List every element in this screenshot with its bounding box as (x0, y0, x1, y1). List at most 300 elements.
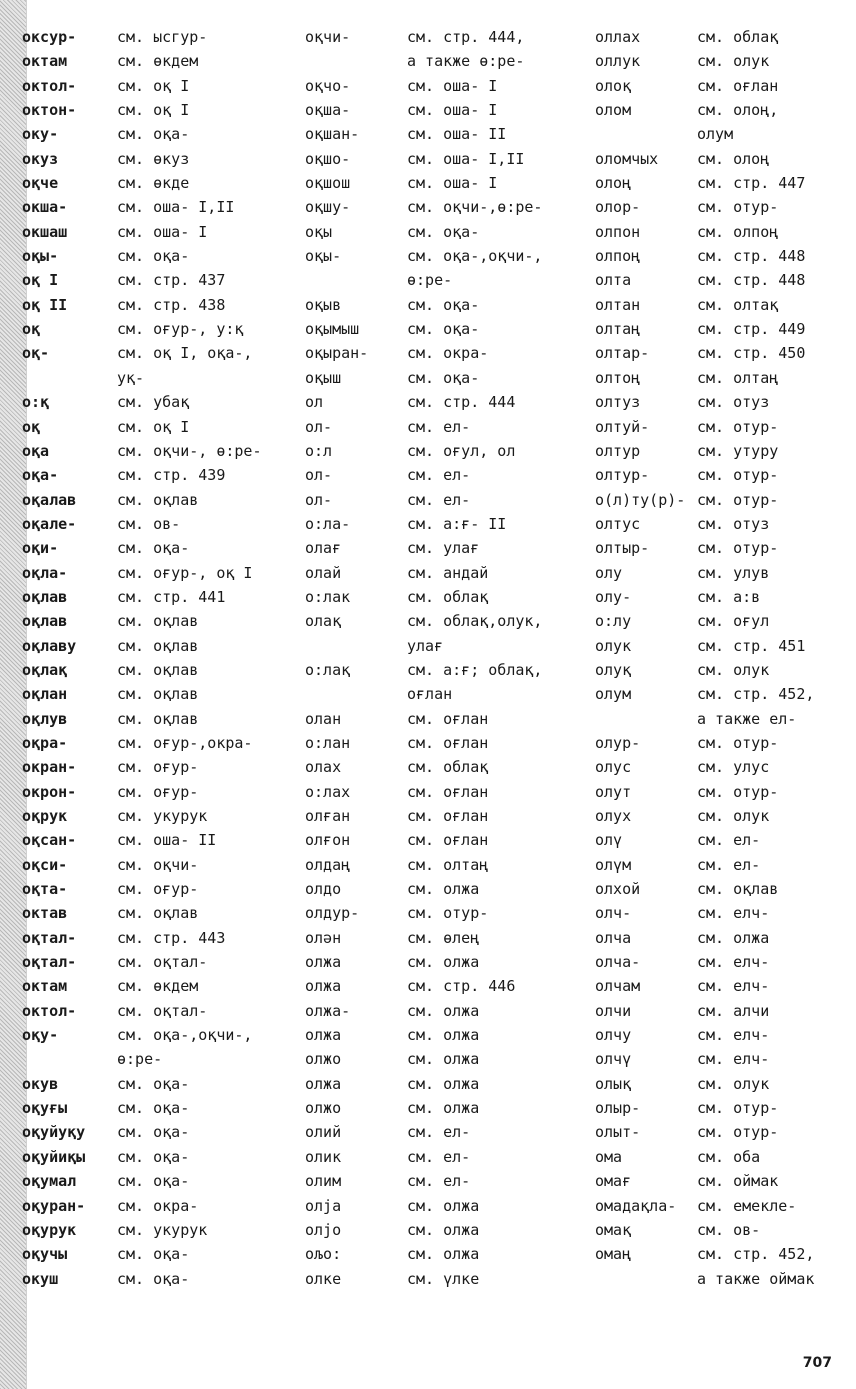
headword: олим (305, 1172, 342, 1191)
headword: олыр- (595, 1099, 641, 1118)
headword: олғон (305, 831, 351, 850)
cross-reference: см. стр. 444 (407, 393, 516, 412)
cross-reference: см. оқ I (117, 417, 190, 436)
headword: олдур- (305, 904, 360, 923)
cross-reference: см. ел- (407, 417, 471, 436)
headword (595, 1267, 697, 1291)
dictionary-entry (22, 1023, 302, 1047)
cross-reference: см. ел- (697, 831, 761, 850)
headword: оқуран- (22, 1196, 86, 1215)
dictionary-entry (305, 1096, 590, 1120)
headword: олай (305, 563, 342, 582)
headword: ољо: (305, 1245, 342, 1264)
headword: октол- (22, 1001, 77, 1020)
headword: олтур- (595, 466, 650, 485)
cross-reference: см. олжа (407, 1245, 480, 1264)
cross-reference: см. оқа- (117, 1099, 190, 1118)
dictionary-entry (305, 999, 590, 1023)
dictionary-entry (305, 1169, 590, 1193)
headword: ол (305, 393, 324, 412)
cross-reference: см. оғлан (407, 709, 489, 728)
dictionary-entry (22, 488, 302, 512)
dictionary-entry (22, 366, 302, 390)
cross-reference: см. олжа (407, 1001, 480, 1020)
dictionary-entry (595, 828, 850, 852)
headword (305, 268, 407, 292)
cross-reference: см. отур- (697, 539, 779, 558)
dictionary-entry (305, 755, 590, 779)
cross-reference: см. стр. 448 (697, 247, 806, 266)
headword: оқлув (22, 709, 68, 728)
headword: оллук (595, 52, 641, 71)
dictionary-entry (22, 707, 302, 731)
dictionary-entry (22, 755, 302, 779)
dictionary-entry (305, 1047, 590, 1071)
dictionary-entry (22, 950, 302, 974)
headword: олтаң (595, 320, 641, 339)
dictionary-entry (22, 1096, 302, 1120)
dictionary-entry (305, 341, 590, 365)
cross-reference: см. облақ (407, 758, 489, 777)
dictionary-entry (22, 1047, 302, 1071)
page-number: 707 (802, 1355, 832, 1371)
cross-reference: см. оғур-, оқ I (117, 563, 253, 582)
cross-reference: см. стр. 448 (697, 271, 806, 290)
dictionary-entry (305, 877, 590, 901)
dictionary-entry (305, 1023, 590, 1047)
cross-reference: см. өлең (407, 928, 480, 947)
headword: окшаш (22, 222, 68, 241)
cross-reference: см. отур- (697, 466, 779, 485)
cross-reference: см. оқа-,оқчи-, (407, 247, 543, 266)
cross-reference: см. оқлав (697, 880, 779, 899)
dictionary-entry (595, 317, 850, 341)
dictionary-entry (595, 512, 850, 536)
headword: олағ (305, 539, 342, 558)
headword: омаң (595, 1245, 632, 1264)
dictionary-entry (305, 682, 590, 706)
headword: олтан (595, 295, 641, 314)
dictionary-entry (305, 634, 590, 658)
headword: олтуй- (595, 417, 650, 436)
dictionary-entry (22, 317, 302, 341)
dictionary-column-1 (22, 25, 302, 1291)
cross-reference: см. стр. 443 (117, 928, 226, 947)
dictionary-entry (305, 147, 590, 171)
cross-reference: см. укурук (117, 1220, 208, 1239)
cross-reference: см. отур- (697, 417, 779, 436)
cross-reference: см. оша- I (407, 174, 498, 193)
headword: октон- (22, 101, 77, 120)
headword: олан (305, 709, 342, 728)
dictionary-entry (22, 853, 302, 877)
headword: оқчо- (305, 76, 351, 95)
cross-reference: см. оша- I,II (407, 149, 525, 168)
dictionary-entry (22, 171, 302, 195)
dictionary-entry (595, 488, 850, 512)
cross-reference: см. ел- (407, 1147, 471, 1166)
cross-reference: см. отур- (697, 782, 779, 801)
headword: олу- (595, 587, 632, 606)
dictionary-entry (22, 1145, 302, 1169)
dictionary-entry (22, 780, 302, 804)
cross-reference: см. облақ,олук, (407, 612, 543, 631)
dictionary-entry (305, 926, 590, 950)
cross-reference: см. олжа (407, 1050, 480, 1069)
cross-reference: см. стр. 438 (117, 295, 226, 314)
headword: оқуйиқы (22, 1147, 86, 1166)
cross-reference: см. стр. 437 (117, 271, 226, 290)
cross-reference: см. оқлав (117, 685, 199, 704)
cross-reference: см. оғур- (117, 880, 199, 899)
headword: окрон- (22, 782, 77, 801)
cross-reference: см. стр. 446 (407, 977, 516, 996)
cross-reference: см. оқчи-, ө:ре- (117, 441, 262, 460)
cross-reference: см. оғур- (117, 782, 199, 801)
headword: олған (305, 807, 351, 825)
dictionary-entry (595, 707, 850, 731)
dictionary-entry (595, 1194, 850, 1218)
headword: олжа (305, 1074, 342, 1093)
dictionary-entry (595, 49, 850, 73)
headword (305, 634, 407, 658)
dictionary-entry (22, 561, 302, 585)
dictionary-entry (595, 1218, 850, 1242)
cross-reference: см. елч- (697, 904, 770, 923)
headword: олус (595, 758, 632, 777)
headword: оқымыш (305, 320, 360, 339)
headword: оқтал- (22, 928, 77, 947)
cross-reference: см. стр. 441 (117, 587, 226, 606)
dictionary-entry (22, 1072, 302, 1096)
headword: олом (595, 101, 632, 120)
dictionary-entry (595, 171, 850, 195)
cross-reference: см. стр. 450 (697, 344, 806, 363)
headword: оқша- (305, 101, 351, 120)
cross-reference: см. олжа (407, 880, 480, 899)
cross-reference: см. отур- (697, 733, 779, 752)
cross-reference: см. окра- (407, 344, 489, 363)
dictionary-entry (595, 244, 850, 268)
headword: олур- (595, 733, 641, 752)
headword: олчу (595, 1026, 632, 1045)
dictionary-entry (595, 268, 850, 292)
cross-reference: см. елч- (697, 1026, 770, 1045)
headword: оқта- (22, 880, 68, 899)
cross-reference: см. елч- (697, 953, 770, 972)
dictionary-entry (22, 634, 302, 658)
dictionary-entry (595, 1145, 850, 1169)
dictionary-entry (305, 1145, 590, 1169)
headword: оқа- (22, 466, 59, 485)
cross-reference: ө:ре- (117, 1050, 163, 1069)
cross-reference: см. отур- (407, 904, 489, 923)
dictionary-entry (305, 561, 590, 585)
dictionary-entry (22, 926, 302, 950)
dictionary-column-3 (595, 25, 850, 1291)
dictionary-entry (305, 317, 590, 341)
dictionary-entry (305, 804, 590, 828)
headword: оқсан- (22, 831, 77, 850)
cross-reference: см. оқлав (117, 709, 199, 728)
headword: оқа (22, 441, 50, 460)
headword: о:қ (22, 393, 50, 412)
cross-reference: см. олжа (407, 953, 480, 972)
headword: олор- (595, 198, 641, 217)
cross-reference: см. оша- II (407, 125, 507, 144)
headword: олик (305, 1147, 342, 1166)
dictionary-entry (595, 195, 850, 219)
dictionary-entry (22, 1267, 302, 1291)
headword: олуқ (595, 660, 632, 679)
cross-reference: см. оғлан (407, 831, 489, 850)
headword: о:ла- (305, 514, 351, 533)
dictionary-entry (22, 682, 302, 706)
cross-reference: см. оқа- (407, 295, 480, 314)
cross-reference: см. оймак (697, 1172, 779, 1191)
dictionary-entry (595, 74, 850, 98)
cross-reference: олум (697, 125, 734, 144)
dictionary-entry (305, 1194, 590, 1218)
cross-reference: см. оқа- (117, 1172, 190, 1191)
cross-reference: см. а:ғ- II (407, 514, 507, 533)
dictionary-entry (595, 731, 850, 755)
cross-reference: см. оғур-, у:қ (117, 320, 244, 339)
cross-reference: см. убақ (117, 393, 190, 412)
headword: олух (595, 807, 632, 825)
headword: окуз (22, 149, 59, 168)
headword: оқыш (305, 368, 342, 387)
headword (595, 122, 697, 146)
cross-reference: см. оғур- (117, 758, 199, 777)
headword: олу (595, 563, 623, 582)
dictionary-entry (595, 585, 850, 609)
dictionary-entry (22, 731, 302, 755)
headword: оқшо- (305, 149, 351, 168)
headword: оқи- (22, 539, 59, 558)
dictionary-entry (595, 1242, 850, 1266)
cross-reference: см. олпоң (697, 222, 779, 241)
cross-reference: см. отур- (697, 490, 779, 509)
cross-reference: см. өкдем (117, 977, 199, 996)
headword: олжа (305, 977, 342, 996)
headword: ол- (305, 417, 333, 436)
dictionary-entry (595, 366, 850, 390)
dictionary-entry (305, 195, 590, 219)
dictionary-entry (305, 98, 590, 122)
cross-reference: см. оқа- (117, 1147, 190, 1166)
headword: олжо (305, 1050, 342, 1069)
headword: окран- (22, 758, 77, 777)
cross-reference: см. оғлан (697, 76, 779, 95)
headword: омақ (595, 1220, 632, 1239)
headword: олүм (595, 855, 632, 874)
headword: октол- (22, 76, 77, 95)
cross-reference: а также ө:ре- (407, 52, 525, 71)
cross-reference: см. олук (697, 660, 770, 679)
cross-reference: см. оқа- (117, 1074, 190, 1093)
dictionary-entry (305, 707, 590, 731)
cross-reference: см. оша- I,II (117, 198, 235, 217)
headword: оқ (22, 320, 41, 339)
dictionary-entry (595, 609, 850, 633)
headword: октам (22, 977, 68, 996)
cross-reference: см. ов- (697, 1220, 761, 1239)
dictionary-entry (22, 268, 302, 292)
dictionary-entry (22, 609, 302, 633)
cross-reference: см. отур- (697, 1099, 779, 1118)
dictionary-entry (305, 901, 590, 925)
headword: олчам (595, 977, 641, 996)
headword: олжа- (305, 1001, 351, 1020)
cross-reference: см. олтаң (407, 855, 489, 874)
dictionary-entry (22, 828, 302, 852)
cross-reference: а также оймак (697, 1269, 815, 1288)
cross-reference: см. олжа (407, 1099, 480, 1118)
headword: о:л (305, 441, 333, 460)
dictionary-entry (305, 1072, 590, 1096)
cross-reference: см. оқчи- (117, 855, 199, 874)
headword: олдаң (305, 855, 351, 874)
headword: оқлақ (22, 660, 68, 679)
cross-reference: см. олтақ (697, 295, 779, 314)
headword: оқ II (22, 295, 68, 314)
headword: оқалав (22, 490, 77, 509)
dictionary-entry (305, 49, 590, 73)
dictionary-entry (22, 195, 302, 219)
cross-reference: см. улув (697, 563, 770, 582)
cross-reference: см. отуз (697, 393, 770, 412)
headword: олтуз (595, 393, 641, 412)
dictionary-entry (595, 147, 850, 171)
dictionary-entry (595, 1072, 850, 1096)
headword: оқурук (22, 1220, 77, 1239)
dictionary-entry (22, 293, 302, 317)
cross-reference: см. оқа- (117, 1269, 190, 1288)
cross-reference: см. олжа (407, 1220, 480, 1239)
cross-reference: см. оғлан (407, 733, 489, 752)
cross-reference: см. стр. 452, (697, 685, 815, 704)
headword: олум (595, 685, 632, 704)
headword: ол- (305, 490, 333, 509)
cross-reference: см. олук (697, 52, 770, 71)
dictionary-entry (595, 536, 850, 560)
dictionary-entry (595, 634, 850, 658)
dictionary-entry (305, 244, 590, 268)
cross-reference: см. оғлан (407, 807, 489, 825)
dictionary-entry (595, 293, 850, 317)
cross-reference: см. стр. 439 (117, 466, 226, 485)
headword: оллах (595, 28, 641, 46)
dictionary-entry (305, 536, 590, 560)
cross-reference: см. улағ (407, 539, 480, 558)
cross-reference: см. оқа- (117, 247, 190, 266)
headword: оқшу- (305, 198, 351, 217)
cross-reference: см. елч- (697, 1050, 770, 1069)
headword: октав (22, 904, 68, 923)
headword: олја (305, 1196, 342, 1215)
headword (305, 682, 407, 706)
cross-reference: см. үлке (407, 1269, 480, 1288)
dictionary-entry (305, 293, 590, 317)
headword: оқ I (22, 271, 59, 290)
cross-reference: см. оқчи-,ө:ре- (407, 198, 543, 217)
dictionary-entry (595, 1169, 850, 1193)
cross-reference: см. оқа- (407, 320, 480, 339)
cross-reference: см. оқа- (407, 368, 480, 387)
cross-reference: см. оқ I, оқа-, (117, 344, 253, 363)
headword: олақ (305, 612, 342, 631)
cross-reference: см. оқа- (117, 539, 190, 558)
dictionary-entry (22, 147, 302, 171)
headword: октам (22, 52, 68, 71)
dictionary-entry (305, 1218, 590, 1242)
cross-reference: см. оғул, ол (407, 441, 516, 460)
headword: олоқ (595, 76, 632, 95)
cross-reference: см. отур- (697, 1123, 779, 1142)
headword: оқчи- (305, 28, 351, 46)
dictionary-entry (22, 999, 302, 1023)
dictionary-entry (305, 25, 590, 49)
headword: оқлав (22, 612, 68, 631)
dictionary-entry (22, 341, 302, 365)
dictionary-entry (22, 25, 302, 49)
headword: оқла- (22, 563, 68, 582)
headword: олпон (595, 222, 641, 241)
headword: олү (595, 831, 623, 850)
headword: оқумал (22, 1172, 77, 1191)
cross-reference: см. өкде (117, 174, 190, 193)
cross-reference: см. олжа (697, 928, 770, 947)
dictionary-entry (595, 658, 850, 682)
cross-reference: улағ (407, 636, 444, 655)
headword: оқшош (305, 174, 351, 193)
cross-reference: см. стр. 447 (697, 174, 806, 193)
headword: олтар- (595, 344, 650, 363)
dictionary-entry (22, 390, 302, 414)
dictionary-entry (305, 853, 590, 877)
headword: о:лан (305, 733, 351, 752)
cross-reference: оғлан (407, 685, 453, 704)
headword: олчи (595, 1001, 632, 1020)
headword: оқлав (22, 587, 68, 606)
dictionary-entry (22, 901, 302, 925)
dictionary-entry (595, 25, 850, 49)
cross-reference: см. отур- (697, 198, 779, 217)
headword: оқрук (22, 807, 68, 825)
headword: олјо (305, 1220, 342, 1239)
headword: оқлаву (22, 636, 77, 655)
dictionary-entry (595, 877, 850, 901)
dictionary-entry (305, 366, 590, 390)
dictionary-entry (305, 74, 590, 98)
dictionary-entry (22, 74, 302, 98)
cross-reference: см. оғлан (407, 782, 489, 801)
headword: оқче (22, 174, 59, 193)
cross-reference: см. оша- II (117, 831, 217, 850)
cross-reference: см. елч- (697, 977, 770, 996)
cross-reference: см. укурук (117, 807, 208, 825)
headword: о:лах (305, 782, 351, 801)
headword: оқыв (305, 295, 342, 314)
cross-reference: см. а:в (697, 587, 761, 606)
dictionary-entry (595, 926, 850, 950)
cross-reference: а также ел- (697, 709, 797, 728)
dictionary-entry (305, 439, 590, 463)
headword: оксур- (22, 28, 77, 46)
dictionary-entry (595, 901, 850, 925)
headword: оломчых (595, 149, 659, 168)
